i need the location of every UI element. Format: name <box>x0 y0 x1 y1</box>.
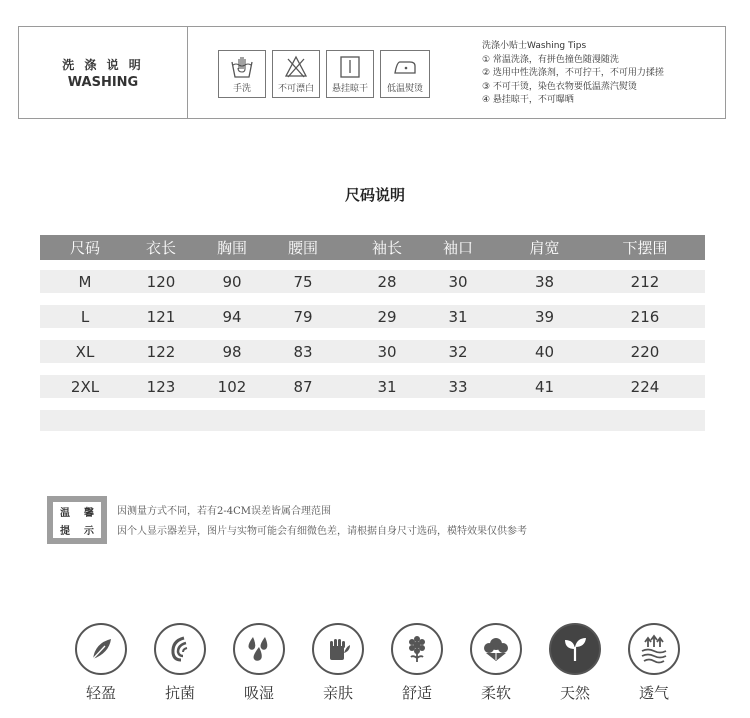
feature-label: 亲肤 <box>322 684 353 702</box>
care-symbol-no-bleach <box>272 50 320 98</box>
waist-cell: 87 <box>293 377 313 396</box>
cotton-icon <box>480 633 512 665</box>
badge-char: 示 <box>84 525 94 537</box>
hem-cell: 216 <box>630 307 660 326</box>
care-label: 悬挂晾干 <box>331 84 368 94</box>
waist-cell: 83 <box>293 342 313 361</box>
shoulder-cell: 39 <box>534 307 555 326</box>
size-cell: XL <box>75 342 95 361</box>
washing-panel <box>18 26 726 119</box>
waist-cell: 75 <box>293 272 313 291</box>
washing-tips <box>482 40 664 108</box>
feather-icon <box>85 633 117 665</box>
cuff-cell: 30 <box>448 272 468 291</box>
cuff-cell: 33 <box>448 377 468 396</box>
sleeve-length-cell: 29 <box>377 307 397 326</box>
sleeve-length-cell: 30 <box>377 342 397 361</box>
feature-label: 透气 <box>638 684 669 702</box>
cuff-cell: 31 <box>448 307 468 326</box>
tip-line: ③ 不可干烫，染色衣物要低温蒸汽熨烫 <box>482 81 637 92</box>
care-symbol-hang-dry <box>326 50 374 98</box>
hem-cell: 220 <box>630 342 660 361</box>
tip-line: ① 常温洗涤，有拼色撞色随漫随洗 <box>482 54 619 65</box>
reminder-line: 因测量方式不同，若有2-4CM误差皆属合理范围 <box>117 506 331 517</box>
shoulder-cell: 41 <box>534 377 555 396</box>
feature-antibacterial <box>142 623 218 703</box>
badge-char: 馨 <box>84 507 94 519</box>
sprout-icon <box>559 633 591 665</box>
feature-skin-friendly <box>300 623 376 703</box>
feature-comfortable <box>379 623 455 703</box>
waist-cell: 79 <box>293 307 313 326</box>
table-row <box>40 305 705 328</box>
shoulder-cell: 40 <box>534 342 555 361</box>
shoulder-cell: 38 <box>534 272 555 291</box>
fabric-features <box>63 623 695 703</box>
chest-cell: 94 <box>222 307 242 326</box>
chest-cell: 102 <box>217 377 247 396</box>
airflow-icon <box>638 633 670 665</box>
feature-soft <box>458 623 534 703</box>
care-symbol-hand-wash <box>218 50 266 98</box>
length-cell: 121 <box>146 307 176 326</box>
antibacterial-icon <box>164 633 196 665</box>
water-drops-icon <box>243 633 275 665</box>
table-row-empty <box>40 410 705 431</box>
feature-label: 舒适 <box>401 684 432 702</box>
chest-cell: 98 <box>222 342 242 361</box>
table-row <box>40 375 705 398</box>
feature-lightweight <box>63 623 139 703</box>
table-row <box>40 270 705 293</box>
feature-breathable <box>616 623 692 703</box>
care-icons <box>218 50 430 98</box>
length-cell: 120 <box>146 272 176 291</box>
size-cell: 2XL <box>70 377 100 396</box>
washing-title <box>19 27 188 118</box>
low-iron-icon <box>392 54 418 80</box>
reminder-line: 因个人显示器差异，图片与实物可能会有细微色差，请根据自身尺寸选码，模特效果仅供参考 <box>117 526 527 537</box>
feature-label: 抗菌 <box>164 684 195 702</box>
hem-cell: 212 <box>630 272 660 291</box>
size-cell: L <box>80 307 90 326</box>
reminder-badge-text <box>53 502 101 538</box>
header-cell: 腰围 <box>287 239 318 257</box>
badge-char: 提 <box>60 525 70 537</box>
hang-dry-icon <box>337 54 363 80</box>
header-cell: 肩宽 <box>529 239 560 257</box>
size-table <box>40 235 705 443</box>
feature-label: 吸湿 <box>243 684 274 702</box>
feature-natural <box>537 623 613 703</box>
header-cell: 袖长 <box>371 239 402 257</box>
care-label: 不可漂白 <box>277 84 314 94</box>
size-cell: M <box>78 272 92 291</box>
feature-moisture-absorbing <box>221 623 297 703</box>
hand-leaf-icon <box>322 633 354 665</box>
reminder-notes <box>117 502 527 542</box>
reminder-badge <box>47 496 107 544</box>
sleeve-length-cell: 31 <box>377 377 397 396</box>
tip-line: ④ 悬挂晾干，不可曝晒 <box>482 95 574 105</box>
flower-icon <box>401 633 433 665</box>
size-chart-title: 尺码说明 <box>344 186 405 204</box>
header-cell: 尺码 <box>69 239 100 257</box>
cuff-cell: 32 <box>448 342 468 361</box>
size-table-header <box>40 235 705 260</box>
feature-label: 轻盈 <box>85 684 116 702</box>
feature-label: 天然 <box>559 684 590 702</box>
tips-title: 洗涤小贴士Washing Tips <box>482 41 587 51</box>
care-label: 手洗 <box>232 84 251 94</box>
tip-line: ② 选用中性洗涤剂，不可拧干，不可用力揉搓 <box>482 68 664 78</box>
no-bleach-icon <box>283 54 309 80</box>
care-label: 低温熨烫 <box>386 84 423 94</box>
feature-label: 柔软 <box>480 684 511 702</box>
washing-title-en: WASHING <box>67 74 139 90</box>
length-cell: 122 <box>146 342 176 361</box>
care-symbol-low-iron <box>380 50 430 98</box>
chest-cell: 90 <box>222 272 242 291</box>
hand-wash-icon <box>229 54 255 80</box>
table-row <box>40 340 705 363</box>
washing-title-cn: 洗 涤 说 明 <box>62 57 144 72</box>
length-cell: 123 <box>146 377 176 396</box>
header-cell: 衣长 <box>145 239 176 257</box>
sleeve-length-cell: 28 <box>377 272 397 291</box>
badge-char: 温 <box>60 507 70 519</box>
header-cell: 袖口 <box>442 239 473 257</box>
header-cell: 胸围 <box>216 239 247 257</box>
hem-cell: 224 <box>630 377 660 396</box>
header-cell: 下摆围 <box>622 239 668 257</box>
